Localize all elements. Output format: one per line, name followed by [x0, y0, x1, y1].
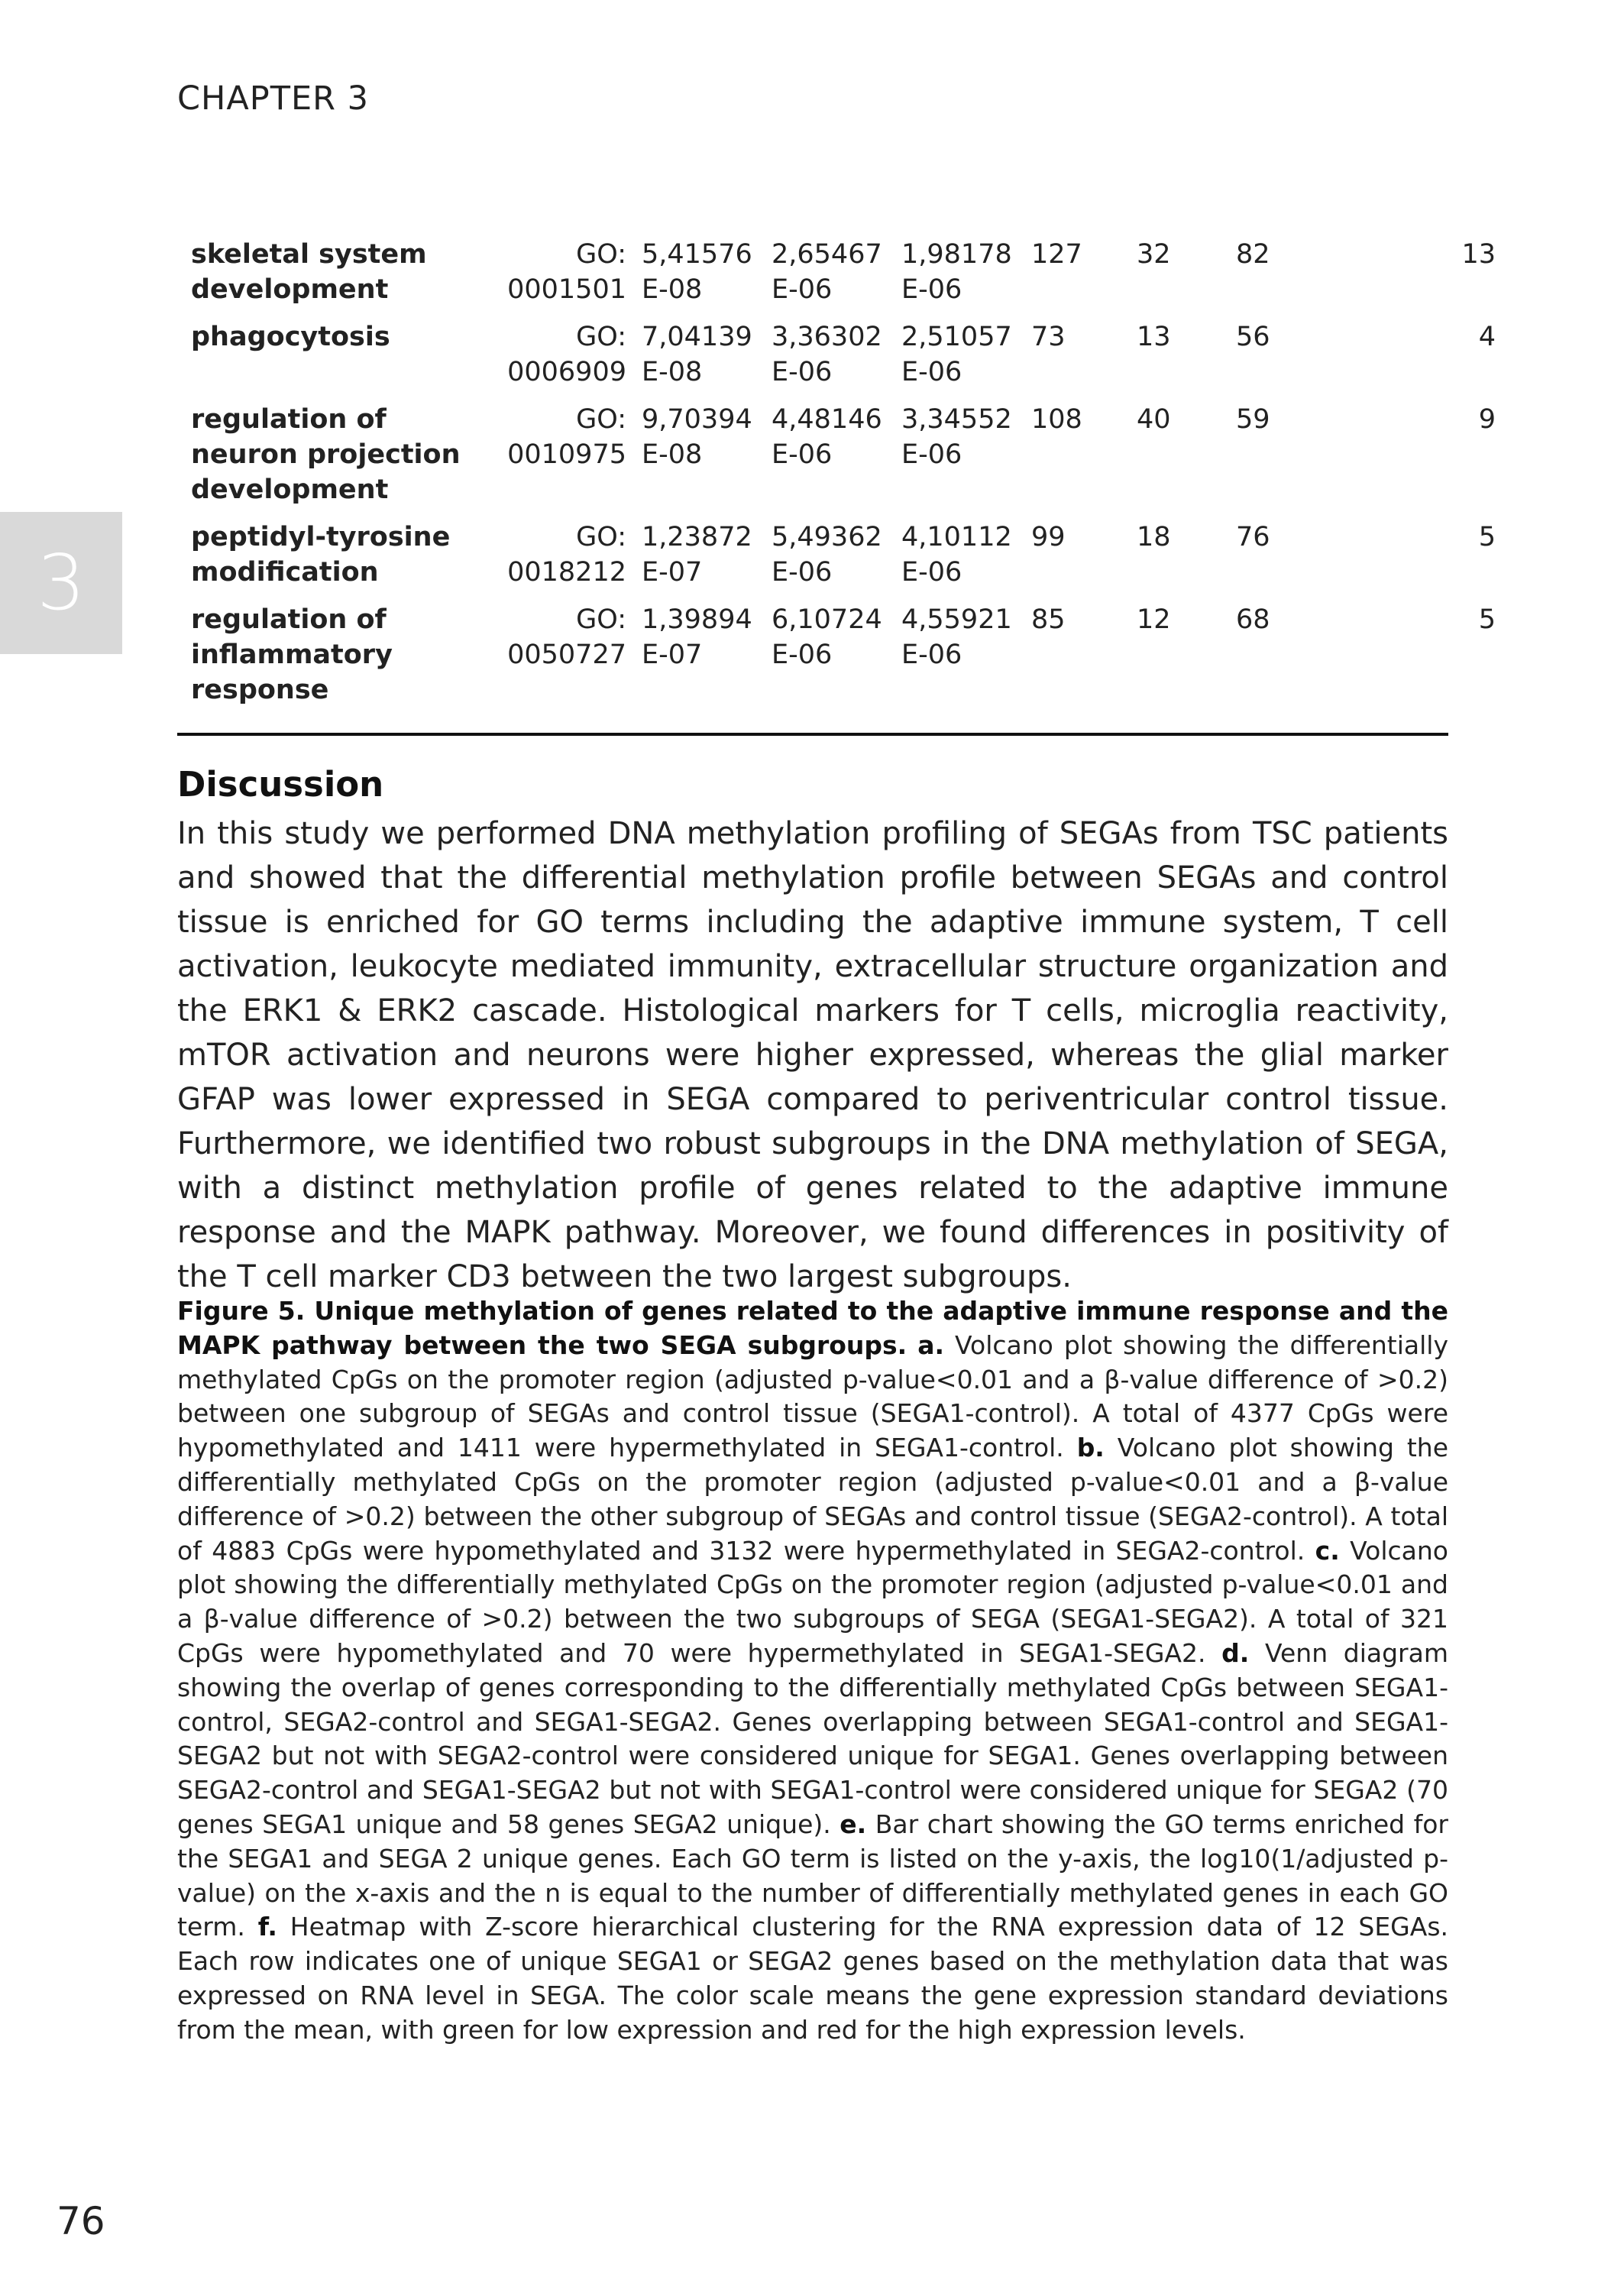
- value-mantissa: 7,04139: [642, 322, 752, 352]
- go-term-line: neuron projection: [191, 439, 461, 470]
- fdr-value-cell: [901, 520, 1031, 602]
- count-cell-4: 5: [1478, 604, 1496, 635]
- adjusted-p-value-cell: [772, 319, 901, 402]
- fdr-value-cell: [901, 402, 1031, 520]
- go-term-line: regulation of: [191, 604, 387, 635]
- go-term-line: development: [191, 274, 389, 305]
- caption-label-a: a.: [917, 1329, 945, 1360]
- caption-text-d: Venn diagram showing the overlap of genes corresponding to the differentially methylated CpGs between SEGA1-control, SEGA2-control and SEGA1-SEGA2. Genes overlapping between SEGA1-control and SEGA1-SEGA2 but not with SEGA2-control were considered unique for SEGA1. Genes overlapping between SEGA2-control and SEGA1-SEGA2 but not with SEGA1-control were considered unique for SEGA2 (70 genes SEGA1 unique and 58 genes SEGA2 unique).: [177, 1637, 1448, 1839]
- count-cell-3: 59: [1236, 404, 1270, 435]
- figure-caption: [177, 1294, 1448, 2048]
- value-mantissa: 4,10112: [901, 522, 1012, 552]
- caption-text-b: Volcano plot showing the differentially methylated CpGs on the promoter region (adjusted p-value<0.01 and a β-value difference of >0.2) between the other subgroup of SEGAs and control tissue (SEGA2-control). A total of 4883 CpGs were hypomethylated and 3132 were hypermethylated in SEGA2-control.: [177, 1433, 1449, 1566]
- go-term-line: regulation of: [191, 404, 387, 435]
- go-terms-table: [191, 237, 1496, 720]
- value-exponent: E-06: [901, 557, 962, 588]
- count-cell-3: 56: [1236, 322, 1270, 352]
- table-row: [191, 319, 1496, 402]
- go-id-number: 0010975: [507, 439, 626, 470]
- value-mantissa: 5,49362: [772, 522, 882, 552]
- caption-label-f: f.: [257, 1912, 277, 1942]
- caption-text-a: Volcano plot showing the differentially methylated CpGs on the promoter region (adjusted p-value<0.01 and a β-value difference of >0.2) between one subgroup of SEGAs and control tissue (SEGA1-control). A total of 4377 CpGs were hypomethylated and 1411 were hypermethylated in SEGA1-control.: [177, 1329, 1448, 1463]
- value-exponent: E-06: [772, 274, 833, 305]
- caption-label-b: b.: [1076, 1433, 1105, 1463]
- go-term-cell: [191, 319, 489, 402]
- go-id-prefix: GO:: [576, 239, 626, 270]
- value-exponent: E-06: [901, 357, 962, 387]
- count-cell-2: 32: [1137, 239, 1171, 270]
- count-cell-2: 18: [1137, 522, 1171, 552]
- caption-text-f: Heatmap with Z-score hierarchical clustering for the RNA expression data of 12 SEGAs. Each row indicates one of unique SEGA1 or SEGA2 genes based on the methylation data that was expressed on RNA level in SEGA. The color scale means the gene expression standard deviations from the mean, with green for low expression and red for the high expression levels.: [177, 1912, 1449, 2045]
- value-exponent: E-06: [901, 640, 962, 670]
- count-cell-2: 13: [1137, 322, 1171, 352]
- chapter-header: CHAPTER 3: [177, 79, 370, 118]
- chapter-tab-number: 3: [37, 538, 86, 627]
- count-cell-4: 4: [1478, 322, 1496, 352]
- go-term-line: development: [191, 474, 389, 505]
- fdr-value-cell: [901, 602, 1031, 720]
- table-row: [191, 402, 1496, 520]
- page-number: 76: [57, 2199, 105, 2243]
- chapter-side-tab: [0, 512, 122, 654]
- table-row: [191, 520, 1496, 602]
- count-cell-4: 9: [1478, 404, 1496, 435]
- value-exponent: E-08: [642, 439, 703, 470]
- go-id-cell: [489, 319, 642, 402]
- go-term-line: phagocytosis: [191, 322, 390, 352]
- go-term-cell: [191, 237, 489, 319]
- fdr-value-cell: [901, 319, 1031, 402]
- value-mantissa: 4,48146: [772, 404, 882, 435]
- count-cell-4: 5: [1478, 522, 1496, 552]
- go-term-cell: [191, 520, 489, 602]
- value-mantissa: 2,51057: [901, 322, 1012, 352]
- p-value-cell: [642, 602, 772, 720]
- adjusted-p-value-cell: [772, 237, 901, 319]
- adjusted-p-value-cell: [772, 402, 901, 520]
- go-id-number: 0001501: [507, 274, 626, 305]
- go-id-prefix: GO:: [576, 322, 626, 352]
- count-cell-1: 127: [1031, 239, 1082, 270]
- value-mantissa: 2,65467: [772, 239, 882, 270]
- p-value-cell: [642, 319, 772, 402]
- adjusted-p-value-cell: [772, 520, 901, 602]
- value-exponent: E-06: [772, 357, 833, 387]
- value-exponent: E-07: [642, 640, 703, 670]
- caption-text-e: Bar chart showing the GO terms enriched for the SEGA1 and SEGA 2 unique genes. Each GO term is listed on the y-axis, the log10(1/adjusted p-value) on the x-axis and the n is equal to the number of differentially methylated genes in each GO term.: [177, 1809, 1448, 1942]
- p-value-cell: [642, 402, 772, 520]
- go-id-cell: [489, 602, 642, 720]
- go-id-prefix: GO:: [576, 604, 626, 635]
- value-mantissa: 1,23872: [642, 522, 752, 552]
- go-id-cell: [489, 237, 642, 319]
- go-term-line: peptidyl-tyrosine: [191, 522, 451, 552]
- p-value-cell: [642, 237, 772, 319]
- go-term-line: inflammatory: [191, 640, 393, 670]
- section-heading: Discussion: [177, 764, 384, 805]
- value-exponent: E-08: [642, 357, 703, 387]
- table-row: [191, 602, 1496, 720]
- count-cell-3: 76: [1236, 522, 1270, 552]
- table-row: [191, 237, 1496, 319]
- value-mantissa: 9,70394: [642, 404, 752, 435]
- value-exponent: E-06: [772, 439, 833, 470]
- value-exponent: E-06: [901, 439, 962, 470]
- value-exponent: E-06: [772, 640, 833, 670]
- go-term-line: response: [191, 675, 329, 705]
- count-cell-1: 108: [1031, 404, 1082, 435]
- value-mantissa: 1,98178: [901, 239, 1012, 270]
- count-cell-1: 99: [1031, 522, 1066, 552]
- caption-label-d: d.: [1221, 1637, 1250, 1668]
- caption-label-e: e.: [839, 1809, 867, 1839]
- value-exponent: E-07: [642, 557, 703, 588]
- value-exponent: E-08: [642, 274, 703, 305]
- fdr-value-cell: [901, 237, 1031, 319]
- go-id-number: 0006909: [507, 357, 626, 387]
- discussion-paragraph: In this study we performed DNA methylation profiling of SEGAs from TSC patients and showed that the differential methylation profile between SEGAs and control tissue is enriched for GO terms including the adaptive immune system, T cell activation, leukocyte mediated immunity, extracellular structure organization and the ERK1 & ERK2 cascade. Histological markers for T cells, microglia reactivity, mTOR activation and neurons were higher expressed, whereas the glial marker GFAP was lower expressed in SEGA compared to periventricular control tissue. Furthermore, we identified two robust subgroups in the DNA methylation of SEGA, with a distinct methylation profile of genes related to the adaptive immune response and the MAPK pathway. Moreover, we found differences in positivity of the T cell marker CD3 between the two largest subgroups.: [177, 816, 1448, 1294]
- count-cell-3: 82: [1236, 239, 1270, 270]
- count-cell-4: 13: [1461, 239, 1496, 270]
- caption-title: Figure 5. Unique methylation of genes related to the adaptive immune response and the MAPK pathway between the two SEGA subgroups.: [177, 1296, 1448, 1360]
- go-id-cell: [489, 520, 642, 602]
- table-bottom-rule: [177, 733, 1448, 736]
- count-cell-2: 40: [1137, 404, 1171, 435]
- value-exponent: E-06: [901, 274, 962, 305]
- value-mantissa: 3,34552: [901, 404, 1012, 435]
- go-id-prefix: GO:: [576, 522, 626, 552]
- go-term-line: modification: [191, 557, 379, 588]
- go-term-cell: [191, 602, 489, 720]
- go-id-number: 0050727: [507, 640, 626, 670]
- go-id-cell: [489, 402, 642, 520]
- caption-label-c: c.: [1315, 1535, 1340, 1566]
- caption-text-c: Volcano plot showing the differentially methylated CpGs on the promoter region (adjusted p-value<0.01 and a β-value difference of >0.2) between the two subgroups of SEGA (SEGA1-SEGA2). A total of 321 CpGs were hypomethylated and 70 were hypermethylated in SEGA1-SEGA2.: [177, 1535, 1448, 1668]
- value-mantissa: 6,10724: [772, 604, 882, 635]
- value-exponent: E-06: [772, 557, 833, 588]
- value-mantissa: 4,55921: [901, 604, 1012, 635]
- value-mantissa: 5,41576: [642, 239, 752, 270]
- count-cell-3: 68: [1236, 604, 1270, 635]
- go-term-line: skeletal system: [191, 239, 427, 270]
- value-mantissa: 1,39894: [642, 604, 752, 635]
- count-cell-2: 12: [1137, 604, 1171, 635]
- go-term-cell: [191, 402, 489, 520]
- p-value-cell: [642, 520, 772, 602]
- adjusted-p-value-cell: [772, 602, 901, 720]
- count-cell-1: 85: [1031, 604, 1066, 635]
- value-mantissa: 3,36302: [772, 322, 882, 352]
- go-id-number: 0018212: [507, 557, 626, 588]
- count-cell-1: 73: [1031, 322, 1066, 352]
- go-id-prefix: GO:: [576, 404, 626, 435]
